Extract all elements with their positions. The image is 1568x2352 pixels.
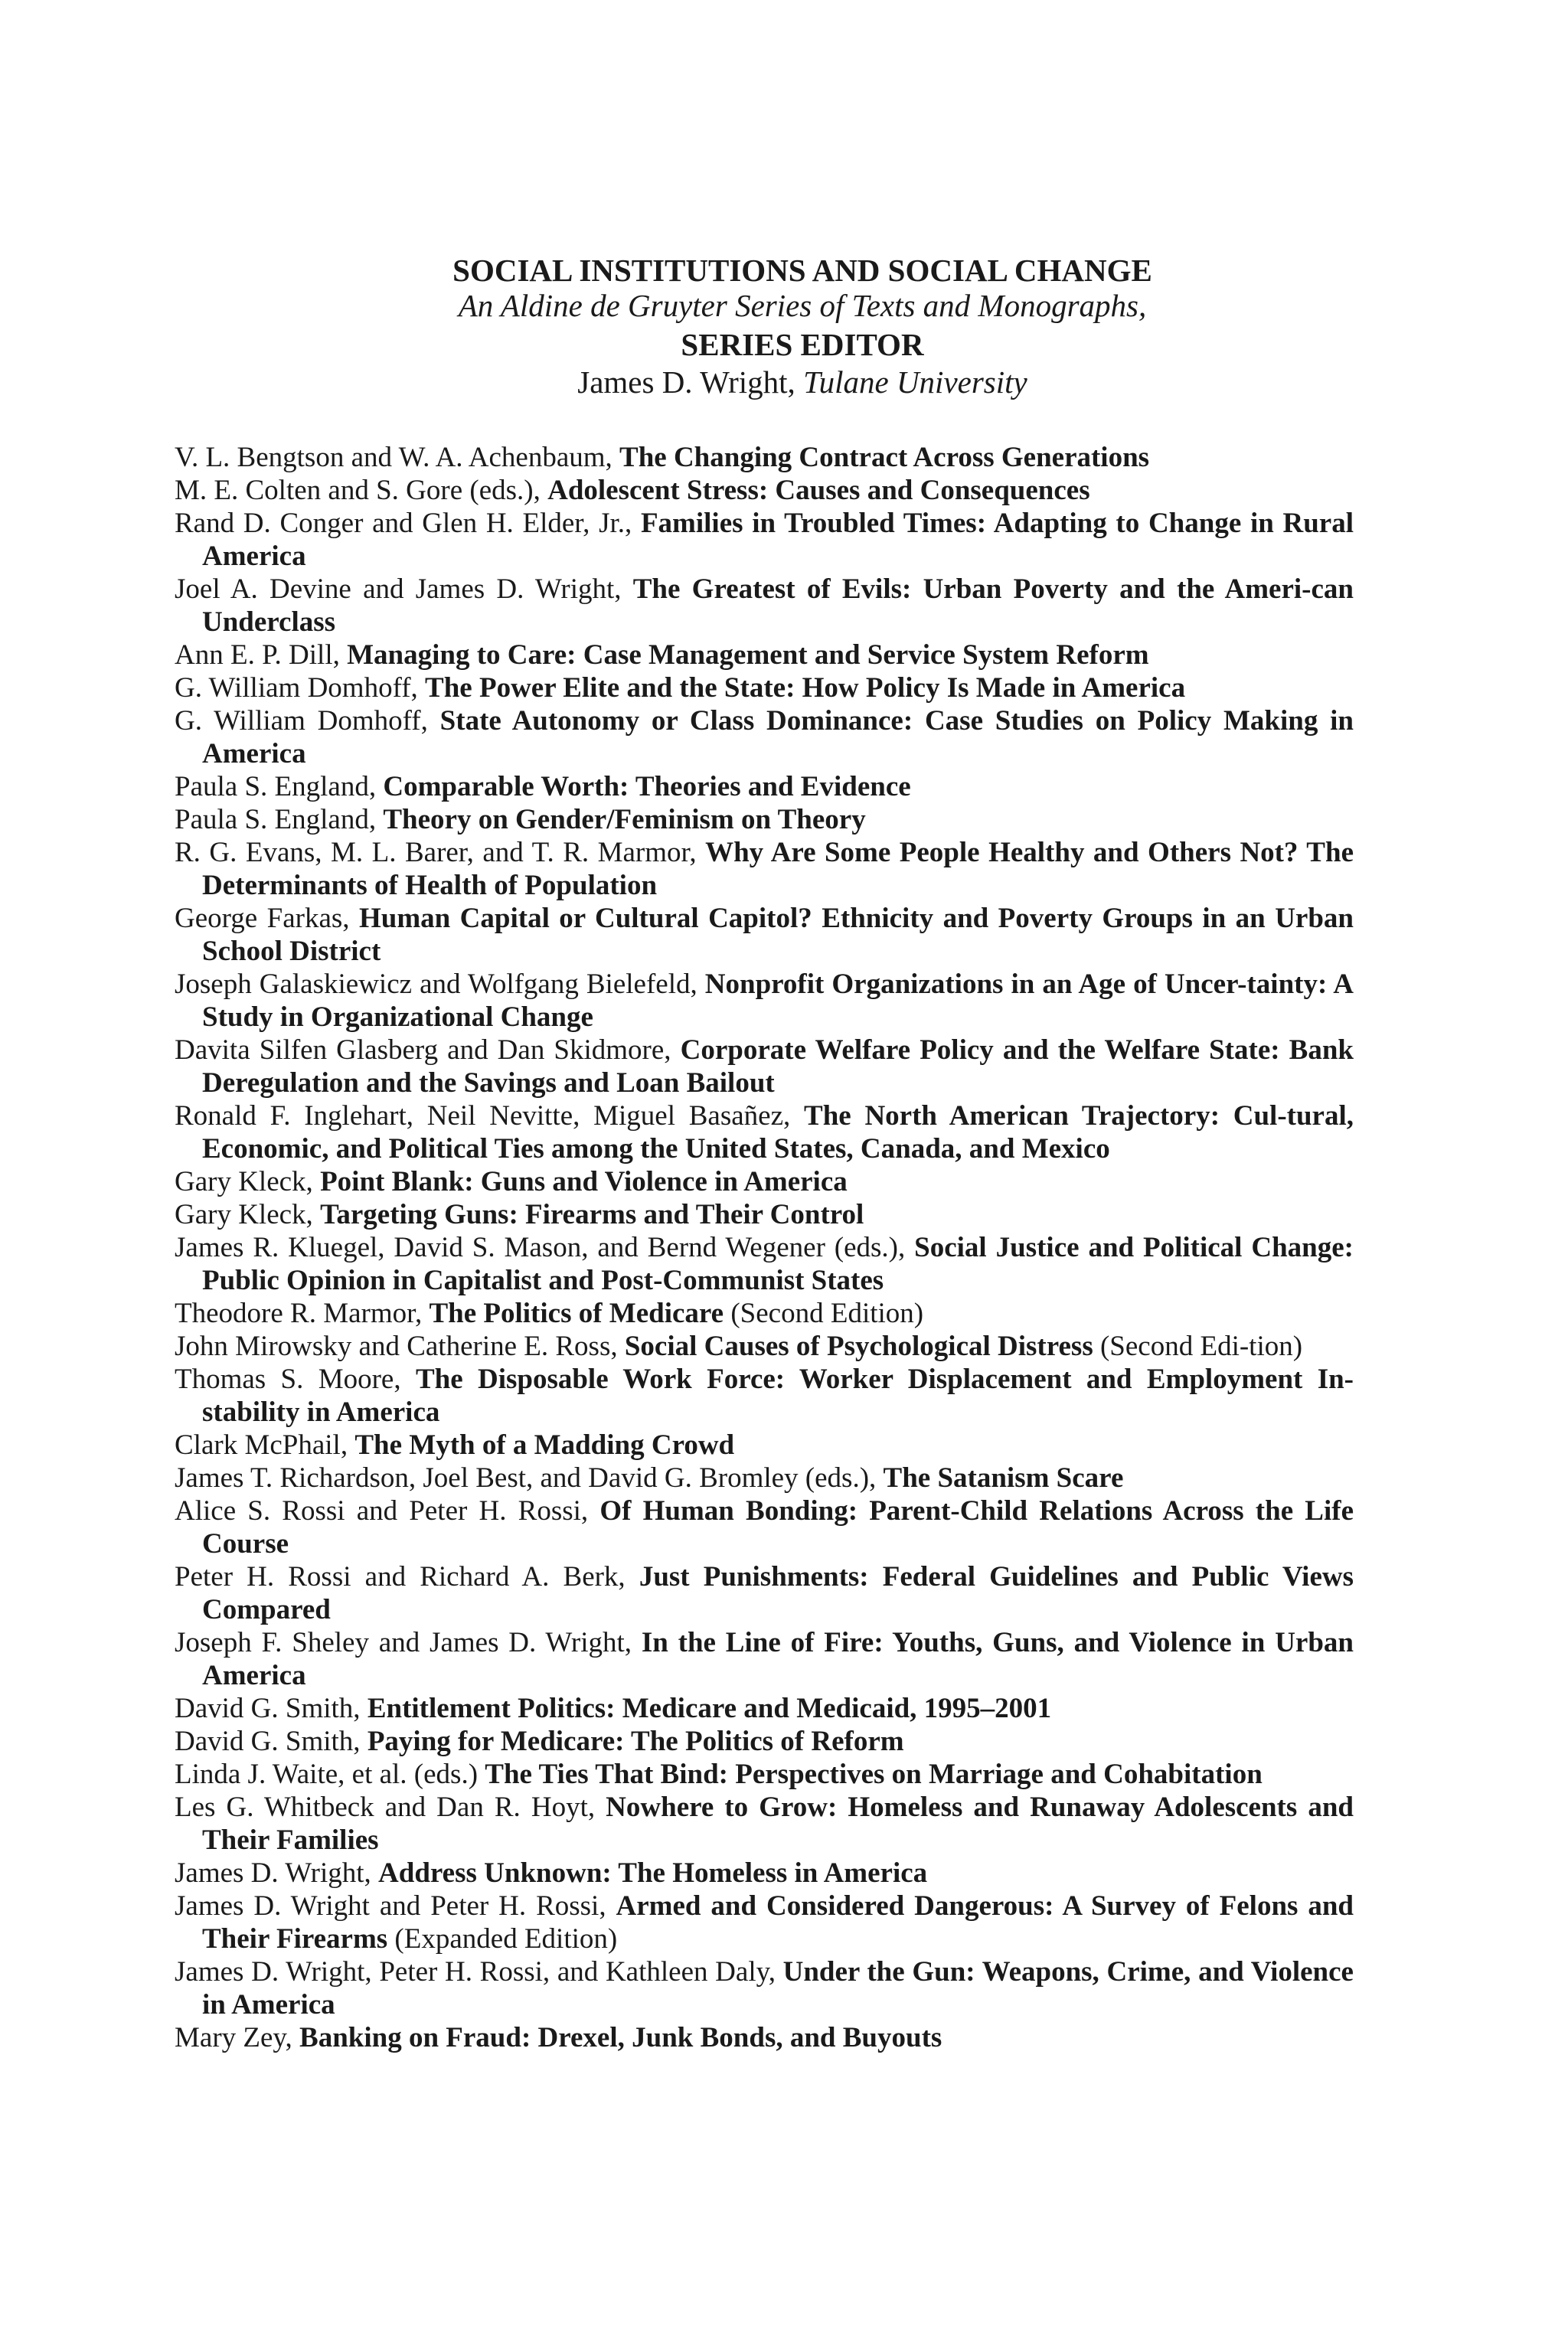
book-authors: Joseph Galaskiewicz and Wolfgang Bielefeld, [175,969,705,1000]
book-title: Human Capital or Cultural Capitol? Ethnicity and Poverty Groups in an Urban School District [202,903,1354,967]
book-authors: Clark McPhail, [175,1429,355,1461]
book-entry [175,1429,1354,1462]
book-authors: M. E. Colten and S. Gore (eds.), [175,475,548,506]
book-authors: James D. Wright, Peter H. Rossi, and Kathleen Daly, [175,1956,783,1988]
book-entry [175,1955,1354,2021]
book-entry [175,1198,1354,1231]
book-title: Comparable Worth: Theories and Evidence [383,771,911,802]
book-authors: David G. Smith, [175,1726,368,1757]
book-title: Social Justice and Political Change: Public Opinion in Capitalist and Post-Communist States [202,1232,1354,1296]
book-authors: James D. Wright, [175,1857,379,1889]
book-title: Targeting Guns: Firearms and Their Control [320,1199,864,1230]
book-entry [175,1725,1354,1758]
series-header [213,253,1392,400]
book-entry [175,573,1354,639]
book-entry [175,770,1354,803]
book-entry [175,1462,1354,1494]
book-authors: Alice S. Rossi and Peter H. Rossi, [175,1495,600,1527]
book-entry [175,1692,1354,1725]
book-title: Why Are Some People Healthy and Others Not? The Determinants of Health of Population [202,837,1354,901]
book-entry [175,1857,1354,1890]
book-entry [175,1890,1354,1955]
book-authors: V. L. Bengtson and W. A. Achenbaum, [175,442,620,473]
book-authors: Thomas S. Moore, [175,1364,416,1395]
book-entry [175,671,1354,704]
book-entry [175,1034,1354,1099]
book-title: Paying for Medicare: The Politics of Reform [367,1726,904,1757]
book-authors: David G. Smith, [175,1693,368,1724]
book-authors: John Mirowsky and Catherine E. Ross, [175,1331,625,1362]
book-authors: R. G. Evans, M. L. Barer, and T. R. Marmor, [175,837,706,868]
book-authors: Joseph F. Sheley and James D. Wright, [175,1627,642,1658]
series-title: SOCIAL INSTITUTIONS AND SOCIAL CHANGE [452,253,1152,288]
book-entry [175,1791,1354,1857]
book-title: The Greatest of Evils: Urban Poverty and the Ameri-can Underclass [202,573,1354,638]
book-title: Corporate Welfare Policy and the Welfare State: Bank Deregulation and the Savings and Loan Bailout [202,1034,1354,1099]
book-title: Managing to Care: Case Management and Service System Reform [347,639,1149,671]
book-title: Adolescent Stress: Causes and Consequences [547,475,1090,506]
book-entry [175,803,1354,836]
book-list [175,441,1354,2054]
series-subtitle: An Aldine de Gruyter Series of Texts and Monographs, [458,288,1147,323]
book-title: State Autonomy or Class Dominance: Case Studies on Policy Making in America [202,705,1354,769]
book-entry [175,836,1354,902]
series-editor-affiliation: Tulane University [803,364,1027,400]
book-edition-note: (Second Edition) [724,1298,924,1329]
book-authors: Ronald F. Inglehart, Neil Nevitte, Miguel Basañez, [175,1100,805,1132]
book-title: Families in Troubled Times: Adapting to Change in Rural America [202,508,1354,572]
book-title: Theory on Gender/Feminism on Theory [383,804,866,835]
book-entry [175,474,1354,507]
book-authors: James T. Richardson, Joel Best, and David G. Bromley (eds.), [175,1462,884,1494]
book-authors: Mary Zey, [175,2022,300,2053]
series-editor-line [213,364,1392,400]
series-editor-name: James D. Wright, [577,364,795,400]
book-entry [175,1165,1354,1198]
book-title: The Myth of a Madding Crowd [354,1429,735,1461]
book-authors: James D. Wright and Peter H. Rossi, [175,1890,616,1922]
book-authors: G. William Domhoff, [175,705,440,737]
book-authors: Theodore R. Marmor, [175,1298,430,1329]
book-edition-note: (Second Edi-tion) [1093,1331,1303,1362]
book-authors: Davita Silfen Glasberg and Dan Skidmore, [175,1034,681,1066]
series-page [175,253,1354,2054]
book-authors: Paula S. England, [175,804,384,835]
book-authors: Ann E. P. Dill, [175,639,348,671]
book-entry [175,1758,1354,1791]
book-entry [175,1560,1354,1626]
book-authors: George Farkas, [175,903,359,934]
book-entry [175,1099,1354,1165]
book-entry [175,441,1354,474]
series-editor-heading: SERIES EDITOR [681,327,924,362]
book-authors: Gary Kleck, [175,1199,321,1230]
book-title: Of Human Bonding: Parent-Child Relations Across the Life Course [202,1495,1354,1560]
book-title: Address Unknown: The Homeless in America [378,1857,928,1889]
book-authors: James R. Kluegel, David S. Mason, and Bernd Wegener (eds.), [175,1232,915,1263]
book-title: The Changing Contract Across Generations [619,442,1150,473]
book-authors: Les G. Whitbeck and Dan R. Hoyt, [175,1792,606,1823]
book-title: The Ties That Bind: Perspectives on Marriage and Cohabitation [485,1759,1263,1790]
book-title: Social Causes of Psychological Distress [624,1331,1093,1362]
book-entry [175,1363,1354,1429]
book-entry [175,1494,1354,1560]
book-title: Nonprofit Organizations in an Age of Uncer-tainty: A Study in Organizational Change [202,969,1354,1033]
book-authors: G. William Domhoff, [175,672,426,704]
book-entry [175,704,1354,770]
book-title: In the Line of Fire: Youths, Guns, and Violence in Urban America [202,1627,1354,1691]
book-authors: Rand D. Conger and Glen H. Elder, Jr., [175,508,641,539]
book-title: Just Punishments: Federal Guidelines and Public Views Compared [202,1561,1354,1625]
book-entry [175,1231,1354,1297]
book-title: The Satanism Scare [883,1462,1124,1494]
book-entry [175,968,1354,1034]
book-entry [175,2021,1354,2054]
book-title: Nowhere to Grow: Homeless and Runaway Adolescents and Their Families [202,1792,1354,1856]
book-title: Banking on Fraud: Drexel, Junk Bonds, and Buyouts [299,2022,942,2053]
book-entry [175,1626,1354,1692]
book-title: Entitlement Politics: Medicare and Medicaid, 1995–2001 [367,1693,1052,1724]
book-entry [175,507,1354,573]
book-entry [175,902,1354,968]
book-entry [175,1330,1354,1363]
book-authors: Gary Kleck, [175,1166,321,1197]
book-title: The North American Trajectory: Cul-tural, Economic, and Political Ties among the United States, Canada, and Mexico [202,1100,1354,1165]
book-title: The Power Elite and the State: How Policy Is Made in America [425,672,1186,704]
book-title: Point Blank: Guns and Violence in America [320,1166,848,1197]
book-title: The Disposable Work Force: Worker Displacement and Employment In-stability in America [202,1364,1354,1428]
book-authors: Linda J. Waite, et al. (eds.) [175,1759,485,1790]
book-title: Under the Gun: Weapons, Crime, and Violence in America [202,1956,1354,2020]
book-title: Armed and Considered Dangerous: A Survey of Felons and Their Firearms [202,1890,1354,1955]
book-authors: Joel A. Devine and James D. Wright, [175,573,633,605]
book-title: The Politics of Medicare [429,1298,724,1329]
book-entry [175,1297,1354,1330]
book-authors: Peter H. Rossi and Richard A. Berk, [175,1561,639,1592]
book-authors: Paula S. England, [175,771,384,802]
book-edition-note: (Expanded Edition) [387,1923,618,1955]
book-entry [175,639,1354,671]
